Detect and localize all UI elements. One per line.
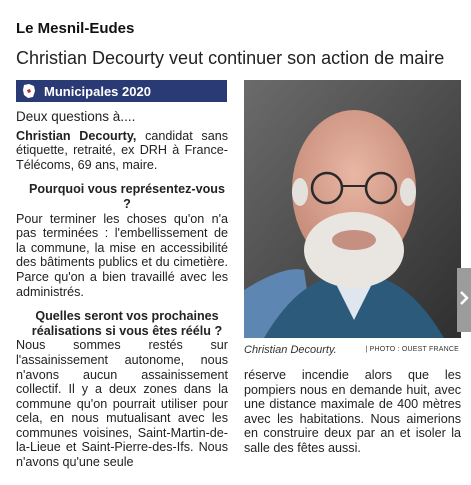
intro-name: Christian Decourty, [16,128,137,143]
article-headline: Christian Decourty veut continuer son action de maire [16,48,445,68]
next-page-button[interactable] [457,268,471,332]
right-column [244,368,461,456]
answer-1: Pour terminer les choses qu'on n'a pas terminées : l'embellissement de la commune, la mise en accessibilité des bâtiments publics et du cimetière. Parce qu'on a bien travaillé avec les administrés. [16,211,228,299]
photo-credit: | PHOTO : OUEST FRANCE [365,346,459,353]
intro-paragraph [16,129,228,173]
answer-2-part-1: Nous sommes restés sur l'assainissement autonome, nous n'avons aucun assainissement collectif. Il y a deux zones dans la commune qu'on pourrait utiliser pour cela, en nous mutualisant avec les communes voisines, Saint-Martin-de-la-Lieue et Saint-Pierre-des-Ifs. Nous n'avons qu'une seule [16,338,228,470]
section-banner [16,80,227,102]
question-1: Pourquoi vous représentez-vous ? [29,182,225,211]
locality-title: Le Mesnil-Eudes [16,20,135,37]
portrait-photo [244,80,461,338]
left-column [16,110,228,470]
subheading: Deux questions à.... [16,109,136,124]
chevron-right-icon [459,290,469,311]
question-2: Quelles seront vos prochaines réalisations si vous êtes réélu ? [31,309,223,338]
map-icon [20,82,38,100]
intro-text: candidat sans étiquette, retraité, ex DRH à France-Télécoms, 69 ans, maire. [16,128,229,172]
photo-caption: Christian Decourty. [244,344,337,356]
banner-label: Municipales 2020 [44,83,151,99]
answer-2-part-2: réserve incendie alors que les pompiers nous en demande huit, avec une distance maximale de 400 mètres avec les habitations. Nous aimerions en construire deux par an et isoler la salle des fêtes aussi. [244,368,461,455]
